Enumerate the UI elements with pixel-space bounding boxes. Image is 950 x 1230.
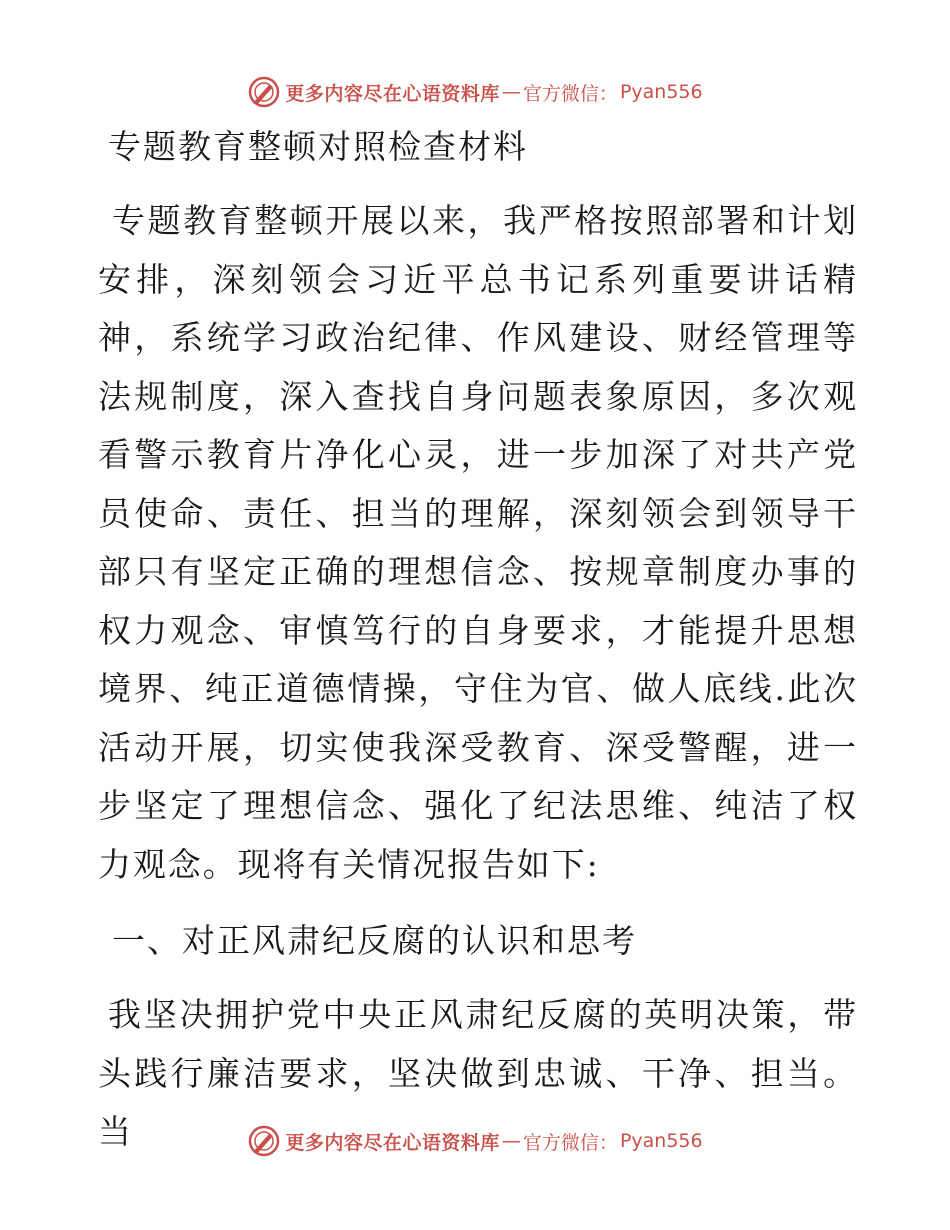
paragraph-section-1: 我坚决拥护党中央正风肃纪反腐的英明决策，带头践行廉洁要求，坚决做到忠诚、干净、担当。当 (98, 995, 858, 1151)
watermark-id: Pyan556 (619, 1130, 703, 1152)
watermark-id: Pyan556 (619, 81, 703, 103)
watermark-brand: 更多内容尽在心语资料库 (285, 82, 500, 105)
watermark-separator: — (501, 81, 521, 103)
header-watermark (0, 72, 950, 112)
watermark-separator: — (501, 1130, 521, 1152)
footer-watermark (0, 1121, 950, 1161)
watermark-brand: 更多内容尽在心语资料库 (285, 1131, 500, 1154)
section-heading-1: 一、对正风肃纪反腐的认识和思考 (112, 921, 637, 960)
pen-circle-logo-icon (247, 1124, 281, 1158)
watermark-label: 官方微信： (522, 1131, 618, 1154)
paragraph-intro: 专题教育整顿开展以来，我严格按照部署和计划安排，深刻领会习近平总书记系列重要讲话精神，系统学习政治纪律、作风建设、财经管理等法规制度，深入查找自身问题表象原因，多次观看警示教育片净化心灵，进一步加深了对共产党员使命、责任、担当的理解，深刻领会到领导干部只有坚定正确的理想信念、按规章制度办事的权力观念、审慎笃行的自身要求，才能提升思想境界、纯正道德情操，守住为官、做人底线.此次活动开展，切实使我深受教育、深受警醒，进一步坚定了理想信念、强化了纪法思维、纯洁了权力观念。现将有关情况报告如下: (98, 201, 858, 884)
document-title: 专题教育整顿对照检查材料 (108, 127, 528, 166)
watermark-label: 官方微信： (522, 82, 618, 105)
document-body (98, 118, 858, 1162)
pen-circle-logo-icon (247, 75, 281, 109)
